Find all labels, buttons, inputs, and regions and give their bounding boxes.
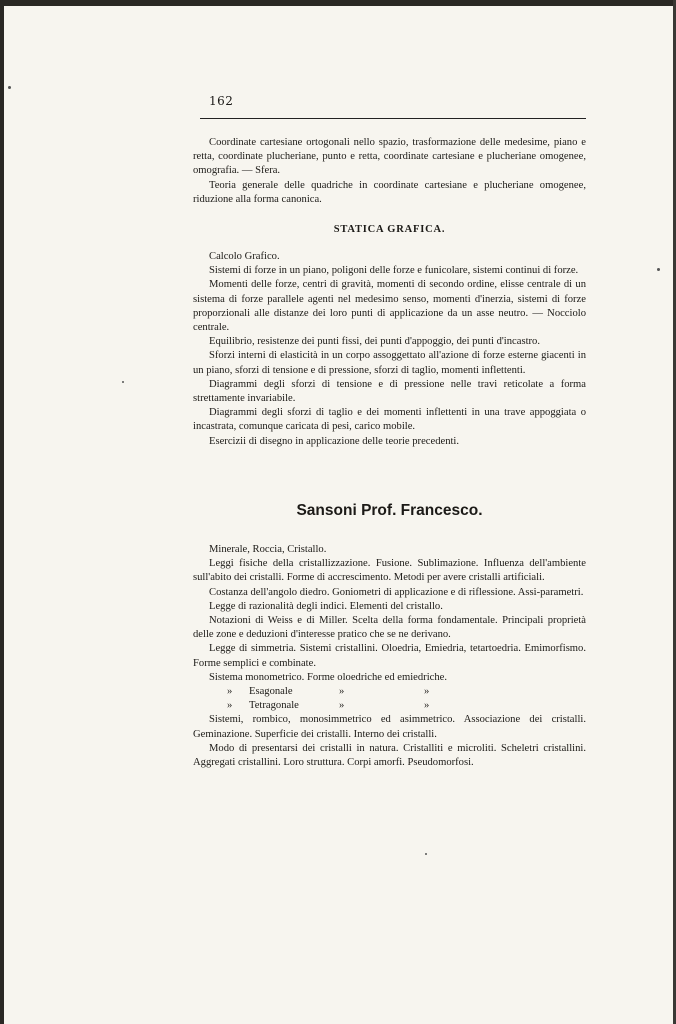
paragraph: Diagrammi degli sforzi di taglio e dei momenti inflettenti in una trave appoggiata o incastrata, comunque caricata di pesi, carico mobile.: [193, 407, 586, 433]
scan-speck: [425, 853, 427, 855]
paragraph: Diagrammi degli sforzi di tensione e di pressione nelle travi reticolate a forma strettamente invariabile.: [193, 378, 586, 405]
crystal-system-row: [193, 685, 586, 699]
intro-text: [193, 136, 586, 207]
paragraph: Legge di razionalità degli indici. Elementi del cristallo.: [209, 600, 443, 612]
paragraph: Equilibrio, resistenze dei punti fissi, dei punti d'appoggio, dei punti d'incastro.: [209, 336, 540, 348]
paragraph: Legge di simmetria. Sistemi cristallini. Oloedria, Emiedria, tetartoedria. Emimorfismo. Forme semplici e combinate.: [193, 643, 586, 669]
professor-heading: Sansoni Prof. Francesco.: [296, 502, 483, 519]
paragraph: Sistemi, rombico, monosimmetrico ed asimmetrico. Associazione dei cristalli. Geminazione. Superficie dei cristalli. Interno dei cristalli.: [193, 714, 586, 740]
sansoni-text: [193, 543, 586, 770]
ditto-mark: »: [424, 700, 430, 712]
section-title-statica: STATICA GRAFICA.: [333, 224, 446, 235]
scan-top-border: [0, 0, 676, 6]
paragraph: Calcolo Grafico.: [209, 251, 280, 262]
statica-text: [193, 250, 586, 449]
paragraph: Notazioni di Weiss e di Miller. Scelta della forma fondamentale. Principali proprietà delle zone e deduzioni d'interesse pratico che se ne derivano.: [193, 615, 586, 641]
scan-speck: [657, 268, 660, 271]
crystal-system-label: Esagonale: [249, 686, 293, 698]
paragraph: Sistema monometrico. Forme oloedriche ed emiedriche.: [209, 671, 447, 683]
paragraph: Minerale, Roccia, Cristallo.: [209, 544, 327, 555]
crystal-system-label: Tetragonale: [249, 700, 299, 712]
crystal-system-row: [193, 699, 586, 713]
scan-left-border: [0, 0, 4, 1024]
paragraph: Leggi fisiche della cristallizzazione. Fusione. Sublimazione. Influenza dell'ambiente sull'abito dei cristalli. Forme di accrescimento. Metodi per avere cristalli artificiali.: [193, 558, 586, 584]
scan-speck: [122, 381, 124, 383]
paragraph: Momenti delle forze, centri di gravità, momenti di secondo ordine, elisse centrale di un sistema di forze parallele agenti nel medesimo senso, momenti d'inerzia, sistemi di forze proporzionali alle distanze dei loro punti di applicazione da un asse neutro. — Nocciolo centrale.: [193, 279, 586, 334]
paragraph: Costanza dell'angolo diedro. Goniometri di applicazione e di riflessione. Assi-parametri.: [209, 586, 584, 598]
page-number: 162: [209, 94, 234, 108]
paragraph: Sforzi interni di elasticità in un corpo assoggettato all'azione di forze esterne giacenti in un piano, sforzi di tensione e di pressione, sforzi di taglio, momenti inflettenti.: [193, 350, 586, 376]
ditto-mark: »: [339, 686, 345, 698]
ditto-mark: »: [227, 686, 233, 698]
paragraph: Teoria generale delle quadriche in coordinate cartesiane e plucheriane omogenee, riduzione alla forma canonica.: [193, 179, 586, 205]
paragraph: Coordinate cartesiane ortogonali nello spazio, trasformazione delle medesime, piano e retta, coordinate plucheriane, punto e retta, coordinate cartesiane e plucheriane omogenee, omografia. — Sfera.: [193, 137, 586, 177]
paragraph: Esercizii di disegno in applicazione delle teorie precedenti.: [209, 435, 460, 447]
ditto-mark: »: [424, 686, 430, 698]
paragraph: Modo di presentarsi dei cristalli in natura. Cristalliti e microliti. Scheletri cristallini. Aggregati cristallini. Loro struttura. Corpi amorfi. Pseudomorfosi.: [193, 742, 586, 769]
scan-speck: [8, 86, 11, 89]
paragraph: Sistemi di forze in un piano, poligoni delle forze e funicolare, sistemi continui di forze.: [209, 265, 579, 277]
header-rule: [200, 118, 586, 119]
ditto-mark: »: [339, 700, 345, 712]
ditto-mark: »: [227, 700, 233, 712]
